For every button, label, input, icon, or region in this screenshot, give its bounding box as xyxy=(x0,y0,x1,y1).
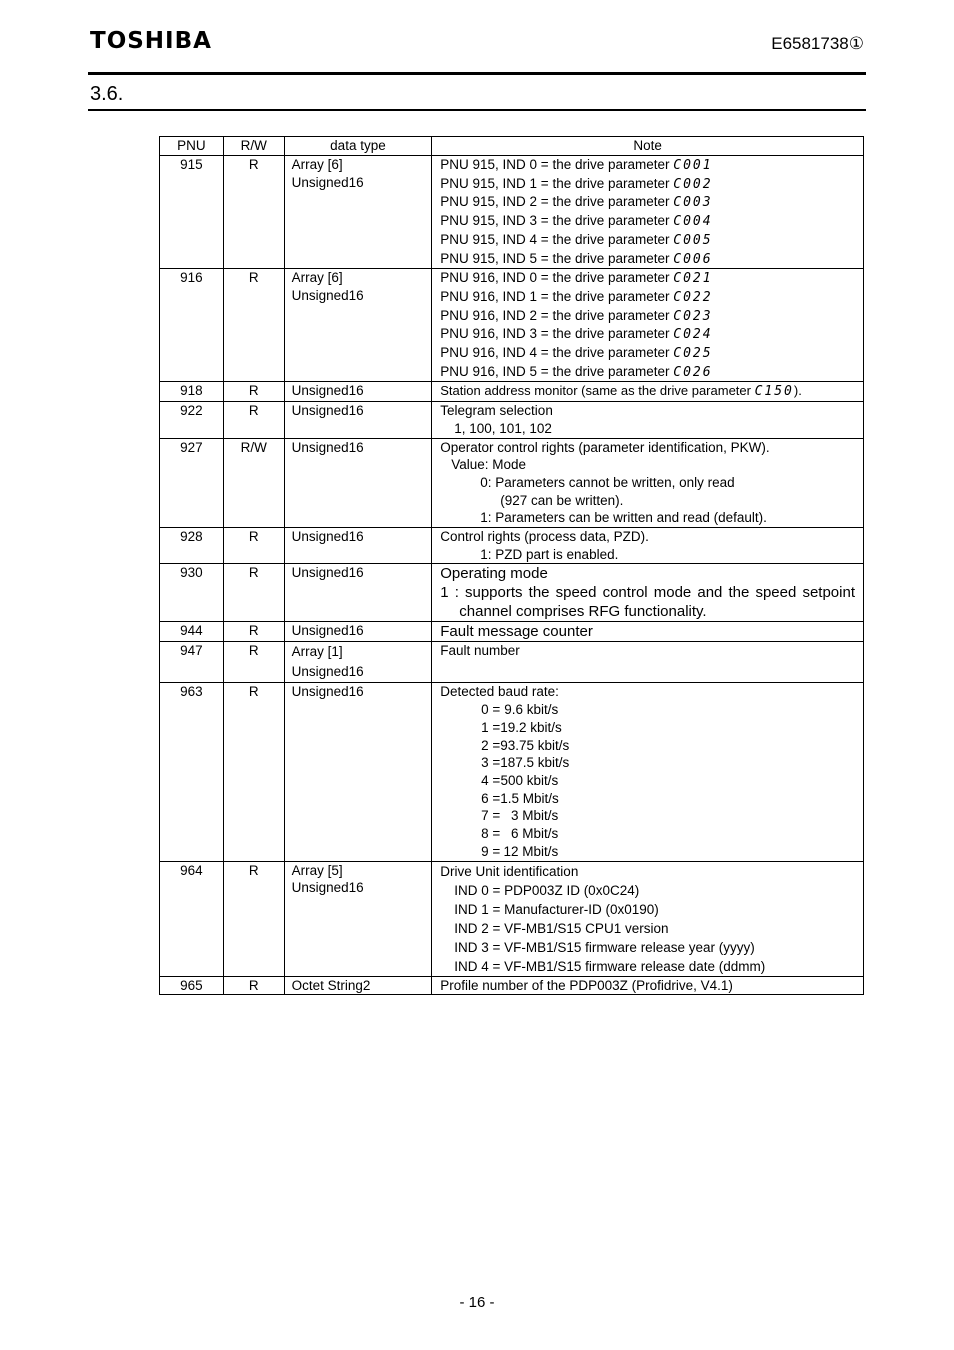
parameter-code: C002 xyxy=(673,176,713,192)
baud-rate-entry xyxy=(440,790,855,808)
note-line: IND 2 = VF-MB1/S15 CPU1 version xyxy=(454,920,669,936)
data-type-line: Unsigned16 xyxy=(291,174,364,190)
note-line xyxy=(440,269,855,288)
pnu-cell: 963 xyxy=(160,683,224,861)
column-header-data-type: data type xyxy=(284,137,432,156)
table-row xyxy=(160,156,864,269)
rw-cell: R xyxy=(223,564,284,622)
note-text: ). xyxy=(793,383,802,399)
note-cell xyxy=(432,564,864,622)
data-type-cell: Unsigned16 xyxy=(284,402,432,438)
parameter-code: C150 xyxy=(754,384,794,400)
table-row xyxy=(160,564,864,622)
note-cell xyxy=(432,156,864,269)
note-cell xyxy=(432,528,864,564)
data-type-cell: Unsigned16 xyxy=(284,683,432,861)
section-rule xyxy=(88,109,866,111)
baud-index: 1 = xyxy=(481,719,501,735)
baud-rate-entry xyxy=(440,807,855,825)
section-number: 3.6. xyxy=(90,83,124,105)
table-row xyxy=(160,382,864,402)
note-cell xyxy=(432,438,864,528)
toshiba-logo: TOSHIBA xyxy=(90,28,212,54)
table-row xyxy=(160,528,864,564)
note-text: PNU 915, IND 0 = the drive parameter xyxy=(440,157,674,172)
pnu-cell: 915 xyxy=(160,156,224,269)
baud-rate-entry xyxy=(440,719,855,737)
parameter-code: C006 xyxy=(673,251,713,267)
note-line: Telegram selection xyxy=(440,403,553,419)
data-type-cell: Unsigned16 xyxy=(284,564,432,622)
rw-cell: R xyxy=(223,528,284,564)
note-text: PNU 915, IND 4 = the drive parameter xyxy=(440,231,674,247)
parameter-code: C022 xyxy=(673,289,713,305)
rw-cell: R xyxy=(223,861,284,976)
rw-cell: R xyxy=(223,402,284,438)
header-rule xyxy=(88,72,866,75)
note-line xyxy=(440,193,855,212)
data-type-line: Unsigned16 xyxy=(291,664,364,680)
note-line: 1: PZD part is enabled. xyxy=(480,546,619,562)
data-type-line: Array [6] xyxy=(291,157,343,172)
note-line: Operator control rights (parameter identification, PKW). xyxy=(440,439,770,455)
note-line: Control rights (process data, PZD). xyxy=(440,529,649,545)
data-type-cell: Unsigned16 xyxy=(284,438,432,528)
data-type-line: Array [5] xyxy=(291,862,343,878)
note-line xyxy=(440,307,855,326)
pnu-cell: 964 xyxy=(160,861,224,976)
data-type-cell xyxy=(284,861,432,976)
note-line xyxy=(440,212,855,231)
column-header-note: Note xyxy=(432,137,864,156)
note-line: Drive Unit identification xyxy=(440,863,579,879)
table-row xyxy=(160,269,864,382)
note-cell xyxy=(432,976,864,995)
baud-index: 7 = xyxy=(481,808,501,824)
data-type-cell xyxy=(284,156,432,269)
note-line xyxy=(440,288,855,307)
note-line: 1: Parameters can be written and read (default). xyxy=(480,510,767,526)
page-number: - 16 - xyxy=(459,1294,495,1311)
note-cell xyxy=(432,861,864,976)
pnu-cell: 928 xyxy=(160,528,224,564)
parameter-code: C001 xyxy=(673,158,713,173)
parameter-code: C021 xyxy=(673,271,713,287)
parameter-table xyxy=(159,136,864,995)
note-text: PNU 915, IND 5 = the drive parameter xyxy=(440,250,674,266)
table-header-row xyxy=(160,137,864,156)
note-line xyxy=(440,344,855,363)
pnu-cell: 965 xyxy=(160,976,224,995)
note-line xyxy=(440,363,855,382)
note-text: PNU 916, IND 5 = the drive parameter xyxy=(440,363,674,379)
note-text: PNU 916, IND 0 = the drive parameter xyxy=(440,270,674,286)
baud-index: 6 = xyxy=(481,790,501,806)
note-line: IND 4 = VF-MB1/S15 firmware release date (ddmm) xyxy=(454,958,766,974)
rw-cell: R/W xyxy=(223,438,284,528)
baud-rate-entry xyxy=(440,825,855,843)
baud-value: 1.5 Mbit/s xyxy=(500,790,559,806)
baud-rate-entry xyxy=(440,737,855,755)
pnu-cell: 927 xyxy=(160,438,224,528)
note-line: Profile number of the PDP003Z (Profidrive, V4.1) xyxy=(440,977,733,993)
pnu-cell: 944 xyxy=(160,622,224,642)
table-row xyxy=(160,976,864,995)
table-row xyxy=(160,402,864,438)
note-cell xyxy=(432,402,864,438)
pnu-cell: 918 xyxy=(160,382,224,402)
parameter-code: C023 xyxy=(673,308,713,324)
note-line: Detected baud rate: xyxy=(440,684,559,700)
baud-rate-entry xyxy=(440,754,855,772)
rw-cell: R xyxy=(223,683,284,861)
note-line xyxy=(440,382,855,401)
rw-cell: R xyxy=(223,382,284,402)
note-line: Fault number xyxy=(440,643,520,659)
rw-cell: R xyxy=(223,269,284,382)
baud-index: 2 = xyxy=(481,737,501,753)
baud-index: 0 = xyxy=(481,702,501,718)
parameter-code: C026 xyxy=(673,364,713,380)
note-line: IND 0 = PDP003Z ID (0x0C24) xyxy=(454,882,640,898)
parameter-code: C004 xyxy=(673,214,713,230)
pnu-cell: 916 xyxy=(160,269,224,382)
data-type-cell xyxy=(284,269,432,382)
data-type-line: Unsigned16 xyxy=(291,287,364,303)
baud-value: 93.75 kbit/s xyxy=(500,737,570,753)
pnu-cell: 922 xyxy=(160,402,224,438)
baud-value: 9.6 kbit/s xyxy=(504,702,559,718)
data-type-cell xyxy=(284,642,432,683)
note-text: PNU 915, IND 3 = the drive parameter xyxy=(440,213,674,229)
column-header-pnu: PNU xyxy=(160,137,224,156)
baud-rate-entry xyxy=(440,843,855,861)
pnu-cell: 930 xyxy=(160,564,224,622)
baud-index: 4 = xyxy=(481,772,501,788)
note-cell xyxy=(432,683,864,861)
data-type-cell: Unsigned16 xyxy=(284,382,432,402)
parameter-code: C003 xyxy=(673,195,713,211)
note-text: PNU 916, IND 1 = the drive parameter xyxy=(440,288,674,304)
note-line xyxy=(440,250,855,269)
data-type-cell: Unsigned16 xyxy=(284,622,432,642)
note-text: PNU 915, IND 1 = the drive parameter xyxy=(440,175,674,191)
note-line: (927 can be written). xyxy=(500,492,624,508)
data-type-line: Array [6] xyxy=(291,270,343,286)
data-type-cell: Octet String2 xyxy=(284,976,432,995)
rw-cell: R xyxy=(223,976,284,995)
note-line: Fault message counter xyxy=(440,623,593,641)
table-row xyxy=(160,861,864,976)
note-line: IND 3 = VF-MB1/S15 firmware release year (yyyy) xyxy=(454,939,755,955)
baud-value: 3 Mbit/s xyxy=(511,808,559,824)
baud-rate-entry xyxy=(440,701,855,719)
note-line: Value: Mode xyxy=(451,457,527,473)
column-header-rw: R/W xyxy=(223,137,284,156)
note-line: 1, 100, 101, 102 xyxy=(454,420,552,436)
table-row xyxy=(160,683,864,861)
parameter-code: C005 xyxy=(673,232,713,248)
rw-cell: R xyxy=(223,622,284,642)
baud-index: 9 = xyxy=(481,843,501,859)
baud-index: 8 = xyxy=(481,826,501,842)
baud-value: 187.5 kbit/s xyxy=(500,755,570,771)
note-text: Station address monitor (same as the drive parameter xyxy=(440,383,755,399)
pnu-cell: 947 xyxy=(160,642,224,683)
baud-value: 500 kbit/s xyxy=(500,772,559,788)
note-text: PNU 916, IND 4 = the drive parameter xyxy=(440,345,674,361)
note-cell xyxy=(432,622,864,642)
baud-value: 6 Mbit/s xyxy=(511,826,559,842)
data-type-line: Array [1] xyxy=(291,644,343,660)
parameter-code: C024 xyxy=(673,327,713,343)
baud-value: 19.2 kbit/s xyxy=(500,719,562,735)
rw-cell: R xyxy=(223,156,284,269)
note-cell xyxy=(432,642,864,683)
baud-index: 3 = xyxy=(481,755,501,771)
note-line: IND 1 = Manufacturer-ID (0x0190) xyxy=(454,901,659,917)
note-paragraph: 1 : supports the speed control mode and the speed setpoint channel comprises RFG functionality. xyxy=(440,584,855,621)
note-line: 0: Parameters cannot be written, only read xyxy=(480,474,735,490)
note-line xyxy=(440,156,855,175)
parameter-code: C025 xyxy=(673,346,713,362)
table-row xyxy=(160,642,864,683)
rw-cell: R xyxy=(223,642,284,683)
table-row xyxy=(160,622,864,642)
baud-value: 12 Mbit/s xyxy=(503,843,559,859)
data-type-cell: Unsigned16 xyxy=(284,528,432,564)
note-text: PNU 916, IND 2 = the drive parameter xyxy=(440,307,674,323)
data-type-line: Unsigned16 xyxy=(291,880,364,896)
note-text: PNU 916, IND 3 = the drive parameter xyxy=(440,326,674,342)
baud-rate-entry xyxy=(440,772,855,790)
note-line xyxy=(440,231,855,250)
note-line xyxy=(440,175,855,194)
note-line: Operating mode xyxy=(440,565,548,583)
note-text: PNU 915, IND 2 = the drive parameter xyxy=(440,194,674,210)
note-cell xyxy=(432,269,864,382)
document-number: E6581738① xyxy=(771,34,864,53)
note-cell xyxy=(432,382,864,402)
table-row xyxy=(160,438,864,528)
note-line xyxy=(440,325,855,344)
